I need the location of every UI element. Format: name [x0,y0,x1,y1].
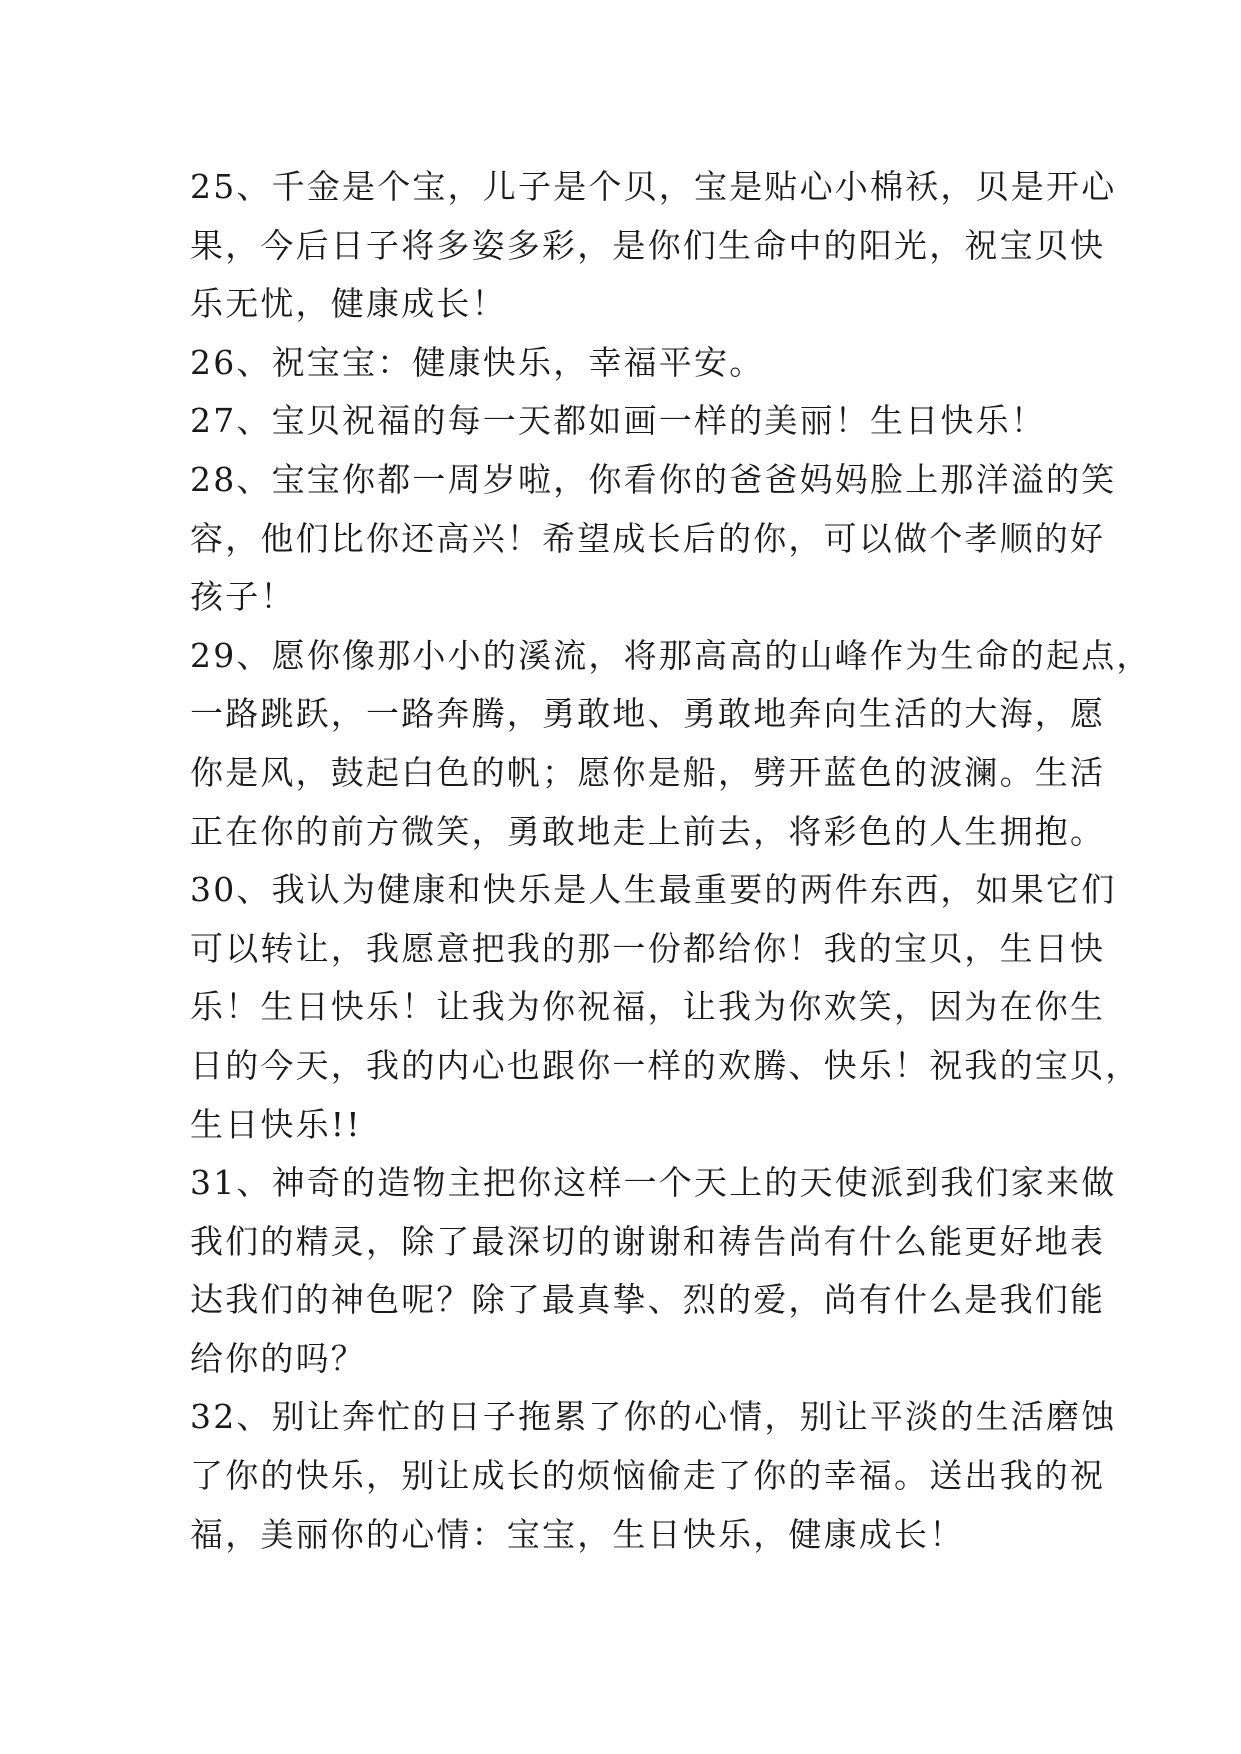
text-line: 给你的吗？ [190,1338,366,1378]
document-body [190,158,1152,1564]
text-line: 了你的快乐，别让成长的烦恼偷走了你的幸福。送出我的祝 [190,1456,1106,1496]
text-line: 可以转让，我愿意把我的那一份都给你！我的宝贝，生日快 [190,928,1106,968]
text-line: 28、宝宝你都一周岁啦，你看你的爸爸妈妈脸上那洋溢的笑 [190,459,1117,499]
text-line: 正在你的前方微笑，勇敢地走上前去，将彩色的人生拥抱。 [190,811,1106,851]
text-line: 达我们的神色呢？除了最真挚、烈的爱，尚有什么是我们能 [190,1280,1106,1320]
text-line: 乐！生日快乐！让我为你祝福，让我为你欢笑，因为在你生 [190,987,1106,1027]
text-line: 容，他们比你还高兴！希望成长后的你，可以做个孝顺的好 [190,518,1106,558]
text-line: 孩子！ [190,577,296,617]
text-line: 31、神奇的造物主把你这样一个天上的天使派到我们家来做 [190,1163,1117,1203]
text-line: 我们的精灵，除了最深切的谢谢和祷告尚有什么能更好地表 [190,1221,1106,1261]
text-line: 32、别让奔忙的日子拖累了你的心情，别让平淡的生活磨蚀 [190,1397,1117,1437]
text-line: 一路跳跃，一路奔腾，勇敢地、勇敢地奔向生活的大海，愿 [190,694,1106,734]
text-line: 乐无忧，健康成长！ [190,284,507,324]
text-line: 果，今后日子将多姿多彩，是你们生命中的阳光，祝宝贝快 [190,225,1106,265]
text-line: 26、祝宝宝：健康快乐，幸福平安。 [190,342,765,382]
text-line: 29、愿你像那小小的溪流，将那高高的山峰作为生命的起点， [190,635,1152,675]
text-line: 福，美丽你的心情：宝宝，生日快乐，健康成长！ [190,1514,965,1554]
text-line: 生日快乐!! [190,1104,362,1144]
text-line: 你是风，鼓起白色的帆；愿你是船，劈开蓝色的波澜。生活 [190,752,1106,792]
text-line: 25、千金是个宝，儿子是个贝，宝是贴心小棉袄，贝是开心 [190,167,1117,206]
text-line: 30、我认为健康和快乐是人生最重要的两件东西，如果它们 [190,870,1117,910]
text-line: 27、宝贝祝福的每一天都如画一样的美丽！生日快乐！ [190,401,1046,441]
text-line: 日的今天，我的内心也跟你一样的欢腾、快乐！祝我的宝贝， [190,1045,1141,1085]
